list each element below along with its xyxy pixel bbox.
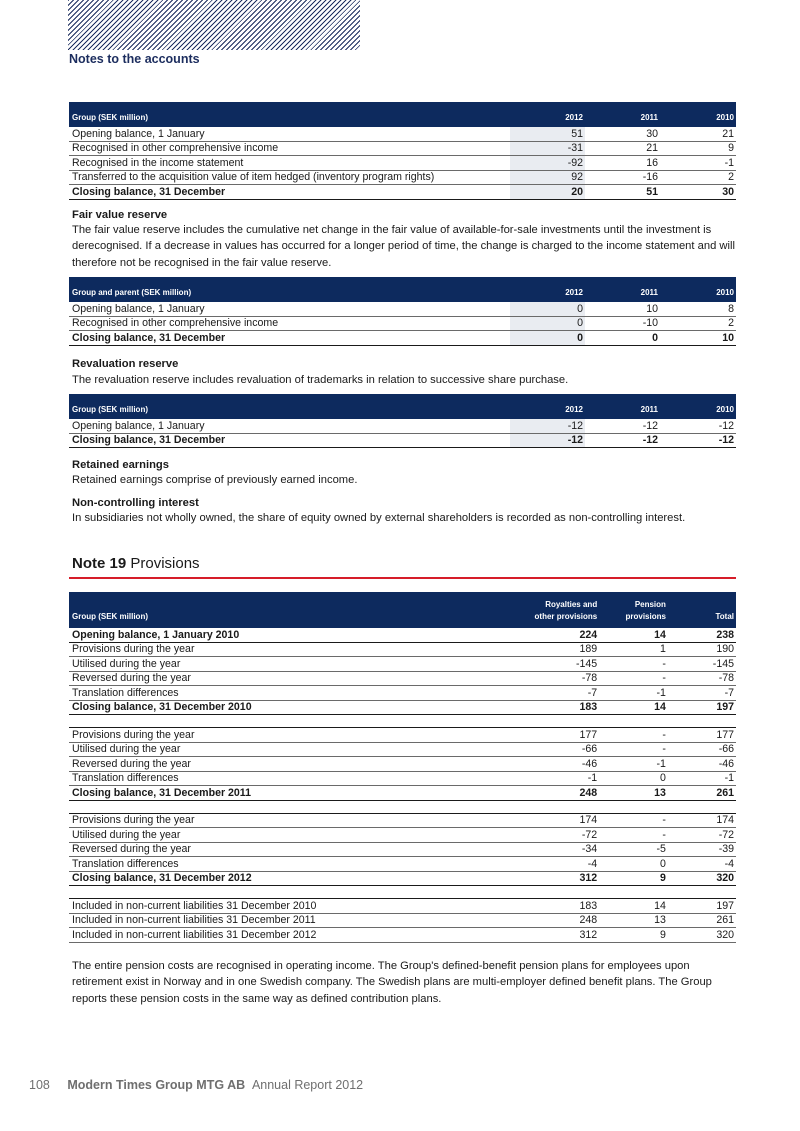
row-label: Reversed during the year — [69, 757, 476, 772]
header-hatch-pattern — [68, 0, 360, 50]
total-royalties: 248 — [476, 786, 599, 801]
opening-row — [69, 628, 736, 642]
row-label: Utilised during the year — [69, 828, 476, 843]
note-name: Provisions — [130, 555, 200, 572]
value-pension: - — [599, 742, 668, 757]
table-row — [69, 899, 736, 914]
value-pension: - — [599, 828, 668, 843]
total-row — [69, 331, 736, 346]
table-header-total: Total — [668, 592, 736, 628]
value-total: -72 — [668, 828, 736, 843]
header-line: Pension — [634, 600, 666, 609]
table-header-2012: 2012 — [510, 394, 585, 419]
section-title: Notes to the accounts — [69, 52, 200, 66]
table-header-2010: 2010 — [660, 394, 736, 419]
row-label: Recognised in other comprehensive income — [69, 316, 510, 331]
value-royalties: 312 — [476, 928, 599, 943]
report-name: Annual Report 2012 — [251, 1078, 364, 1092]
value-2012: -31 — [510, 141, 585, 156]
table-row — [69, 857, 736, 872]
row-label: Opening balance, 1 January — [69, 419, 510, 433]
table-header-2011: 2011 — [585, 102, 660, 127]
value-total: -1 — [668, 771, 736, 786]
table-row — [69, 928, 736, 943]
table-header-2012: 2012 — [510, 277, 585, 302]
pension-note-text: The entire pension costs are recognised in operating income. The Group's defined-benefit pension plans for employees upon retirement exist in Norway and in one Swedish company. The Swedish plans are multi-employer defined benefit plans. The Group reports these pension costs in the same way as defined contribution plans. — [72, 960, 712, 1005]
value-2011: -16 — [585, 170, 660, 185]
value-royalties: 174 — [476, 813, 599, 828]
value-2010: 2 — [660, 316, 736, 331]
value-pension: 0 — [599, 857, 668, 872]
row-label: Recognised in the income statement — [69, 156, 510, 171]
table-row — [69, 728, 736, 743]
provisions-table — [69, 592, 736, 943]
row-label: Opening balance, 1 January — [69, 127, 510, 141]
header-line: Royalties and — [545, 600, 598, 609]
table-header-2011: 2011 — [585, 394, 660, 419]
total-row — [69, 786, 736, 801]
value-2011: 16 — [585, 156, 660, 171]
table-row — [69, 913, 736, 928]
table-spacer — [69, 715, 736, 728]
row-label: Recognised in other comprehensive income — [69, 141, 510, 156]
value-total: 190 — [668, 642, 736, 657]
value-royalties: 183 — [476, 899, 599, 914]
value-total: -46 — [668, 757, 736, 772]
note-number: Note 19 — [72, 555, 127, 572]
total-label: Closing balance, 31 December 2011 — [69, 786, 476, 801]
table-header-2012: 2012 — [510, 102, 585, 127]
retained-earnings-text: Retained earnings comprise of previously earned income. — [72, 474, 358, 486]
value-2012: 0 — [510, 302, 585, 316]
noncontrolling-heading: Non-controlling interest — [72, 497, 199, 509]
total-total: 320 — [668, 871, 736, 886]
value-royalties: -4 — [476, 857, 599, 872]
table-spacer — [69, 800, 736, 813]
table-row — [69, 657, 736, 672]
table-header-label: Group (SEK million) — [69, 394, 510, 419]
table-row — [69, 156, 736, 171]
row-label: Utilised during the year — [69, 657, 476, 672]
table-row — [69, 813, 736, 828]
value-royalties: 248 — [476, 913, 599, 928]
value-pension: 0 — [599, 771, 668, 786]
table-header-royalties — [476, 592, 599, 628]
noncontrolling-text: In subsidiaries not wholly owned, the share of equity owned by external shareholders is recorded as non-controlling interest. — [72, 512, 686, 524]
row-label: Reversed during the year — [69, 671, 476, 686]
value-2012: 0 — [510, 316, 585, 331]
table-row — [69, 757, 736, 772]
value-royalties: 189 — [476, 642, 599, 657]
revaluation-table — [69, 394, 736, 448]
value-total: 238 — [668, 628, 736, 642]
value-royalties: -72 — [476, 828, 599, 843]
company-name: Modern Times Group MTG AB — [67, 1078, 246, 1092]
row-label: Opening balance, 1 January 2010 — [69, 628, 476, 642]
total-pension: 14 — [599, 700, 668, 715]
value-pension: 1 — [599, 642, 668, 657]
total-row — [69, 871, 736, 886]
value-total: 320 — [668, 928, 736, 943]
value-total: 177 — [668, 728, 736, 743]
value-2011: 30 — [585, 127, 660, 141]
header-line: other provisions — [534, 612, 598, 621]
row-label: Transferred to the acquisition value of item hedged (inventory program rights) — [69, 170, 510, 185]
value-total: -4 — [668, 857, 736, 872]
total-label: Closing balance, 31 December 2010 — [69, 700, 476, 715]
fair-value-table — [69, 277, 736, 346]
value-2011: -10 — [585, 316, 660, 331]
total-2010: -12 — [660, 433, 736, 448]
value-royalties: -66 — [476, 742, 599, 757]
total-label: Closing balance, 31 December — [69, 185, 510, 200]
table-header-label: Group (SEK million) — [69, 592, 476, 628]
row-label: Utilised during the year — [69, 742, 476, 757]
row-label: Included in non-current liabilities 31 December 2011 — [69, 913, 476, 928]
header-line: provisions — [625, 612, 666, 621]
total-label: Closing balance, 31 December — [69, 331, 510, 346]
value-pension: 9 — [599, 928, 668, 943]
total-2011: 0 — [585, 331, 660, 346]
table-row — [69, 141, 736, 156]
total-2011: -12 — [585, 433, 660, 448]
total-2011: 51 — [585, 185, 660, 200]
table-header-label: Group (SEK million) — [69, 102, 510, 127]
row-label: Included in non-current liabilities 31 December 2010 — [69, 899, 476, 914]
hedge-reserve-table — [69, 102, 736, 200]
value-royalties: -46 — [476, 757, 599, 772]
value-pension: - — [599, 728, 668, 743]
value-2012: -12 — [510, 419, 585, 433]
total-row — [69, 185, 736, 200]
value-2010: 2 — [660, 170, 736, 185]
page-footer — [29, 1078, 363, 1092]
value-total: -7 — [668, 686, 736, 701]
total-pension: 9 — [599, 871, 668, 886]
value-2012: 92 — [510, 170, 585, 185]
value-2010: 21 — [660, 127, 736, 141]
total-2010: 10 — [660, 331, 736, 346]
row-label: Opening balance, 1 January — [69, 302, 510, 316]
table-header-label: Group and parent (SEK million) — [69, 277, 510, 302]
row-label: Provisions during the year — [69, 642, 476, 657]
row-label: Included in non-current liabilities 31 December 2012 — [69, 928, 476, 943]
table-row — [69, 170, 736, 185]
total-pension: 13 — [599, 786, 668, 801]
table-header-row — [69, 394, 736, 419]
value-pension: 14 — [599, 628, 668, 642]
value-2010: -1 — [660, 156, 736, 171]
total-2010: 30 — [660, 185, 736, 200]
note-divider — [69, 577, 736, 579]
row-label: Translation differences — [69, 857, 476, 872]
fair-value-text: The fair value reserve includes the cumulative net change in the fair value of available-for-sale investments until the investment is derecognised. If a decrease in values has occurred for a longer period of time, the change is charged to the income statement and will therefore not be recognised in the fair value reserve. — [72, 224, 735, 269]
value-pension: - — [599, 813, 668, 828]
value-royalties: -145 — [476, 657, 599, 672]
total-royalties: 183 — [476, 700, 599, 715]
note-19-title — [72, 555, 200, 572]
value-2011: 21 — [585, 141, 660, 156]
table-header-pension — [599, 592, 668, 628]
total-label: Closing balance, 31 December — [69, 433, 510, 448]
value-pension: - — [599, 657, 668, 672]
total-2012: 0 — [510, 331, 585, 346]
table-row — [69, 127, 736, 141]
fair-value-heading: Fair value reserve — [72, 209, 168, 221]
table-row — [69, 686, 736, 701]
table-row — [69, 842, 736, 857]
value-pension: -5 — [599, 842, 668, 857]
table-row — [69, 828, 736, 843]
row-label: Translation differences — [69, 686, 476, 701]
table-row — [69, 742, 736, 757]
total-row — [69, 700, 736, 715]
value-2012: -92 — [510, 156, 585, 171]
table-row — [69, 316, 736, 331]
value-total: -66 — [668, 742, 736, 757]
total-total: 197 — [668, 700, 736, 715]
table-header-row — [69, 102, 736, 127]
value-royalties: -1 — [476, 771, 599, 786]
value-royalties: 177 — [476, 728, 599, 743]
value-royalties: -78 — [476, 671, 599, 686]
value-2011: 10 — [585, 302, 660, 316]
table-row — [69, 771, 736, 786]
value-royalties: 224 — [476, 628, 599, 642]
row-label: Translation differences — [69, 771, 476, 786]
value-2012: 51 — [510, 127, 585, 141]
table-header-row — [69, 277, 736, 302]
value-2010: 8 — [660, 302, 736, 316]
value-total: 261 — [668, 913, 736, 928]
total-royalties: 312 — [476, 871, 599, 886]
total-total: 261 — [668, 786, 736, 801]
value-pension: - — [599, 671, 668, 686]
table-spacer — [69, 886, 736, 899]
total-2012: -12 — [510, 433, 585, 448]
value-pension: -1 — [599, 757, 668, 772]
table-row — [69, 642, 736, 657]
retained-earnings-heading: Retained earnings — [72, 459, 169, 471]
value-pension: 14 — [599, 899, 668, 914]
value-royalties: -7 — [476, 686, 599, 701]
value-2011: -12 — [585, 419, 660, 433]
total-row — [69, 433, 736, 448]
table-header-2011: 2011 — [585, 277, 660, 302]
page-number: 108 — [29, 1078, 50, 1092]
value-pension: -1 — [599, 686, 668, 701]
row-label: Reversed during the year — [69, 842, 476, 857]
table-row — [69, 671, 736, 686]
table-row — [69, 302, 736, 316]
value-total: -78 — [668, 671, 736, 686]
value-2010: 9 — [660, 141, 736, 156]
value-total: -39 — [668, 842, 736, 857]
table-row — [69, 419, 736, 433]
value-total: 174 — [668, 813, 736, 828]
total-label: Closing balance, 31 December 2012 — [69, 871, 476, 886]
row-label: Provisions during the year — [69, 813, 476, 828]
table-header-2010: 2010 — [660, 277, 736, 302]
revaluation-text: The revaluation reserve includes revaluation of trademarks in relation to successive share purchase. — [72, 374, 569, 386]
row-label: Provisions during the year — [69, 728, 476, 743]
value-2010: -12 — [660, 419, 736, 433]
value-total: -145 — [668, 657, 736, 672]
value-pension: 13 — [599, 913, 668, 928]
table-header-2010: 2010 — [660, 102, 736, 127]
total-2012: 20 — [510, 185, 585, 200]
value-total: 197 — [668, 899, 736, 914]
value-royalties: -34 — [476, 842, 599, 857]
revaluation-heading: Revaluation reserve — [72, 358, 179, 370]
table-header-row — [69, 592, 736, 628]
